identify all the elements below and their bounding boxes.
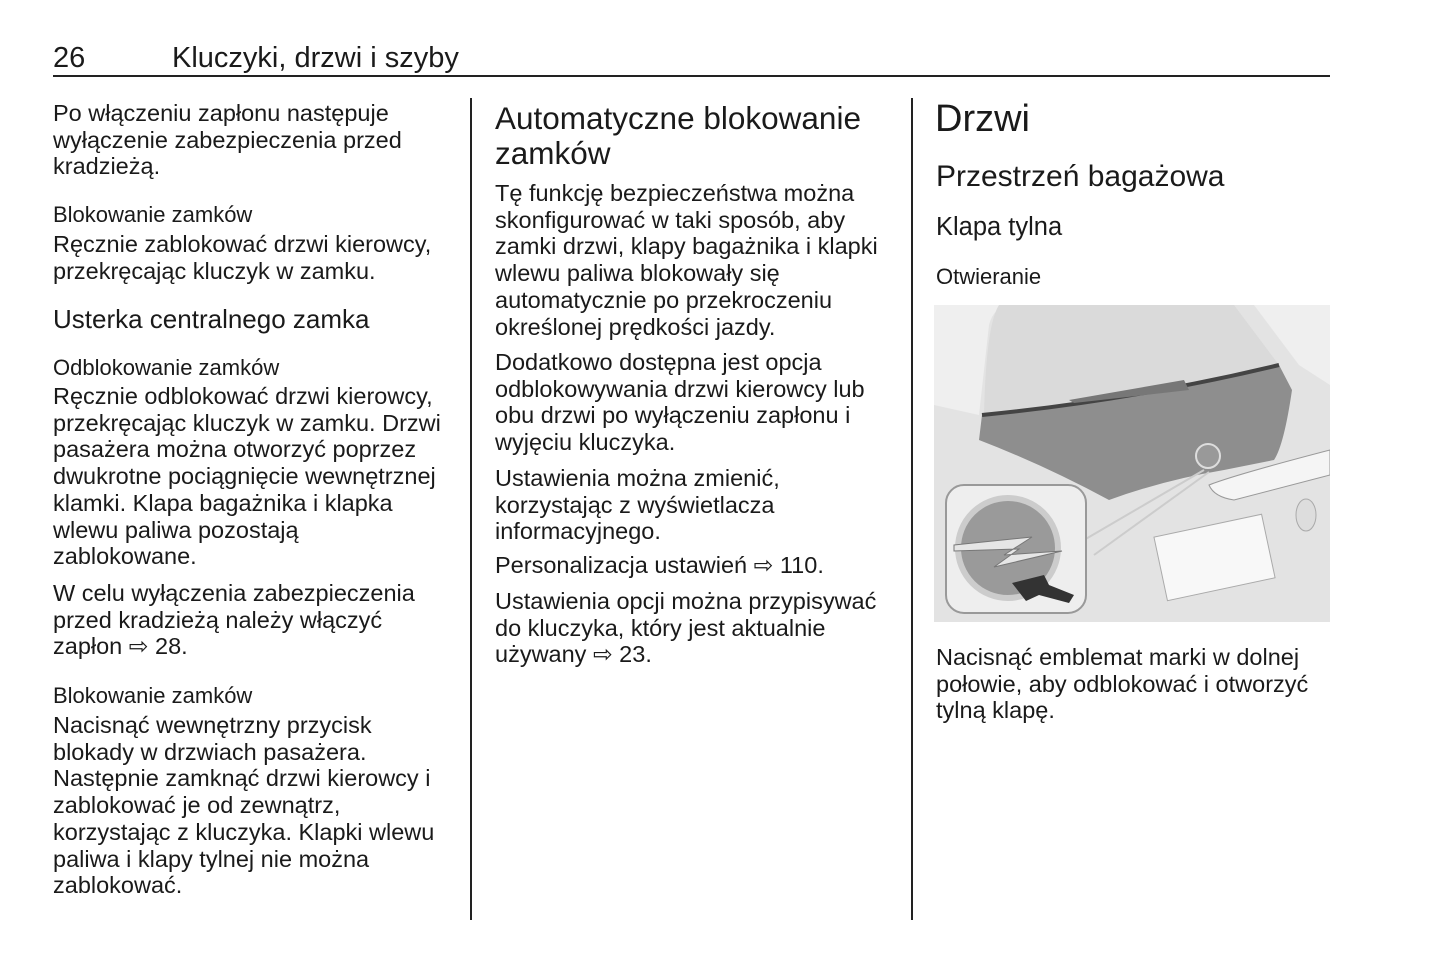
text-line: paliwa i klapy tylnej nie można [53,845,370,872]
text-line: obu drzwi po wyłączeniu zapłonu i [495,402,851,429]
text-line: Nacisnąć emblemat marki w dolnej [936,644,1300,670]
text-line: pasażera można otworzyć poprzez [53,436,417,463]
auto-lock-paragraph-3 [495,465,780,545]
text-line: zablokowane. [53,543,197,570]
column-divider [911,98,913,920]
text-line: wyłączenie zabezpieczenia przed [53,126,402,153]
auto-lock-paragraph-5 [495,588,876,668]
text-line: Personalizacja ustawień ⇨ 110. [495,552,824,578]
lock-paragraph [53,231,431,284]
text-line: Dodatkowo dostępna jest opcja [495,349,822,375]
text-line: przekręcając kluczyk w zamku. Drzwi [53,409,441,436]
header-rule [53,75,1330,77]
doors-heading: Drzwi [935,98,1030,140]
text-line: Następnie zamknąć drzwi kierowcy i [53,765,431,792]
tailgate-illustration [934,305,1330,622]
text-line: Tę funkcję bezpieczeństwa można [495,180,855,206]
text-line: zamków [495,135,611,171]
text-line: do kluczyka, który jest aktualnie [495,614,826,641]
text-line: wyjęciu kluczyka. [495,429,676,456]
text-line: Ustawienia można zmienić, [495,465,780,491]
text-line: W celu wyłączenia zabezpieczenia [53,580,415,606]
text-line: kradzieżą. [53,153,161,180]
page-number: 26 [53,42,86,74]
auto-lock-heading [495,101,861,171]
text-line: informacyjnego. [495,518,661,545]
personalization-reference [495,552,824,579]
text-line: Automatyczne blokowanie [495,100,861,136]
text-line: zablokować je od zewnątrz, [53,792,341,819]
text-line: zapłon ⇨ 28. [53,633,188,660]
text-line: dwukrotne pociągnięcie wewnętrznej [53,463,436,490]
text-line: Nacisnąć wewnętrzny przycisk [53,712,372,738]
text-line: tylną klapę. [936,697,1055,724]
text-line: Ustawienia opcji można przypisywać [495,588,877,614]
text-line: określonej prędkości jazdy. [495,313,776,340]
auto-lock-paragraph-1 [495,180,878,340]
text-line: zablokować. [53,872,183,899]
fault-heading: Usterka centralnego zamka [53,304,370,334]
antitheft-paragraph [53,580,415,660]
lock2-paragraph [53,712,434,899]
opening-subheading: Otwieranie [936,264,1042,289]
text-line: zamki drzwi, klapy bagażnika i klapki [495,233,878,260]
intro-paragraph [53,100,402,180]
chapter-title: Kluczyki, drzwi i szyby [172,42,459,74]
text-line: automatycznie po przekroczeniu [495,286,833,313]
lock-subheading: Blokowanie zamków [53,202,253,227]
unlock-paragraph [53,383,441,570]
text-line: korzystając z wyświetlacza [495,491,775,518]
text-line: połowie, aby odblokować i otworzyć [936,670,1309,697]
text-line: klamki. Klapa bagażnika i klapka [53,489,393,516]
text-line: odblokowywania drzwi kierowcy lub [495,375,865,402]
text-line: blokady w drzwiach pasażera. [53,738,367,765]
text-line: używany ⇨ 23. [495,641,652,668]
text-line: Po włączeniu zapłonu następuje [53,100,389,126]
tailgate-heading: Klapa tylna [936,213,1063,241]
text-line: korzystając z kluczyka. Klapki wlewu [53,818,435,845]
text-line: Ręcznie zablokować drzwi kierowcy, [53,231,432,257]
opening-paragraph [936,644,1308,724]
luggage-heading: Przestrzeń bagażowa [936,160,1225,193]
auto-lock-paragraph-2 [495,349,865,456]
text-line: wlewu paliwa pozostają [53,516,299,543]
column-divider [470,98,472,920]
lock2-subheading: Blokowanie zamków [53,683,253,708]
text-line: przed kradzieżą należy włączyć [53,606,383,633]
text-line: skonfigurować w taki sposób, aby [495,206,846,233]
text-line: Ręcznie odblokować drzwi kierowcy, [53,383,433,409]
text-line: wlewu paliwa blokowały się [495,260,780,287]
text-line: przekręcając kluczyk w zamku. [53,257,376,284]
unlock-subheading: Odblokowanie zamków [53,355,280,380]
